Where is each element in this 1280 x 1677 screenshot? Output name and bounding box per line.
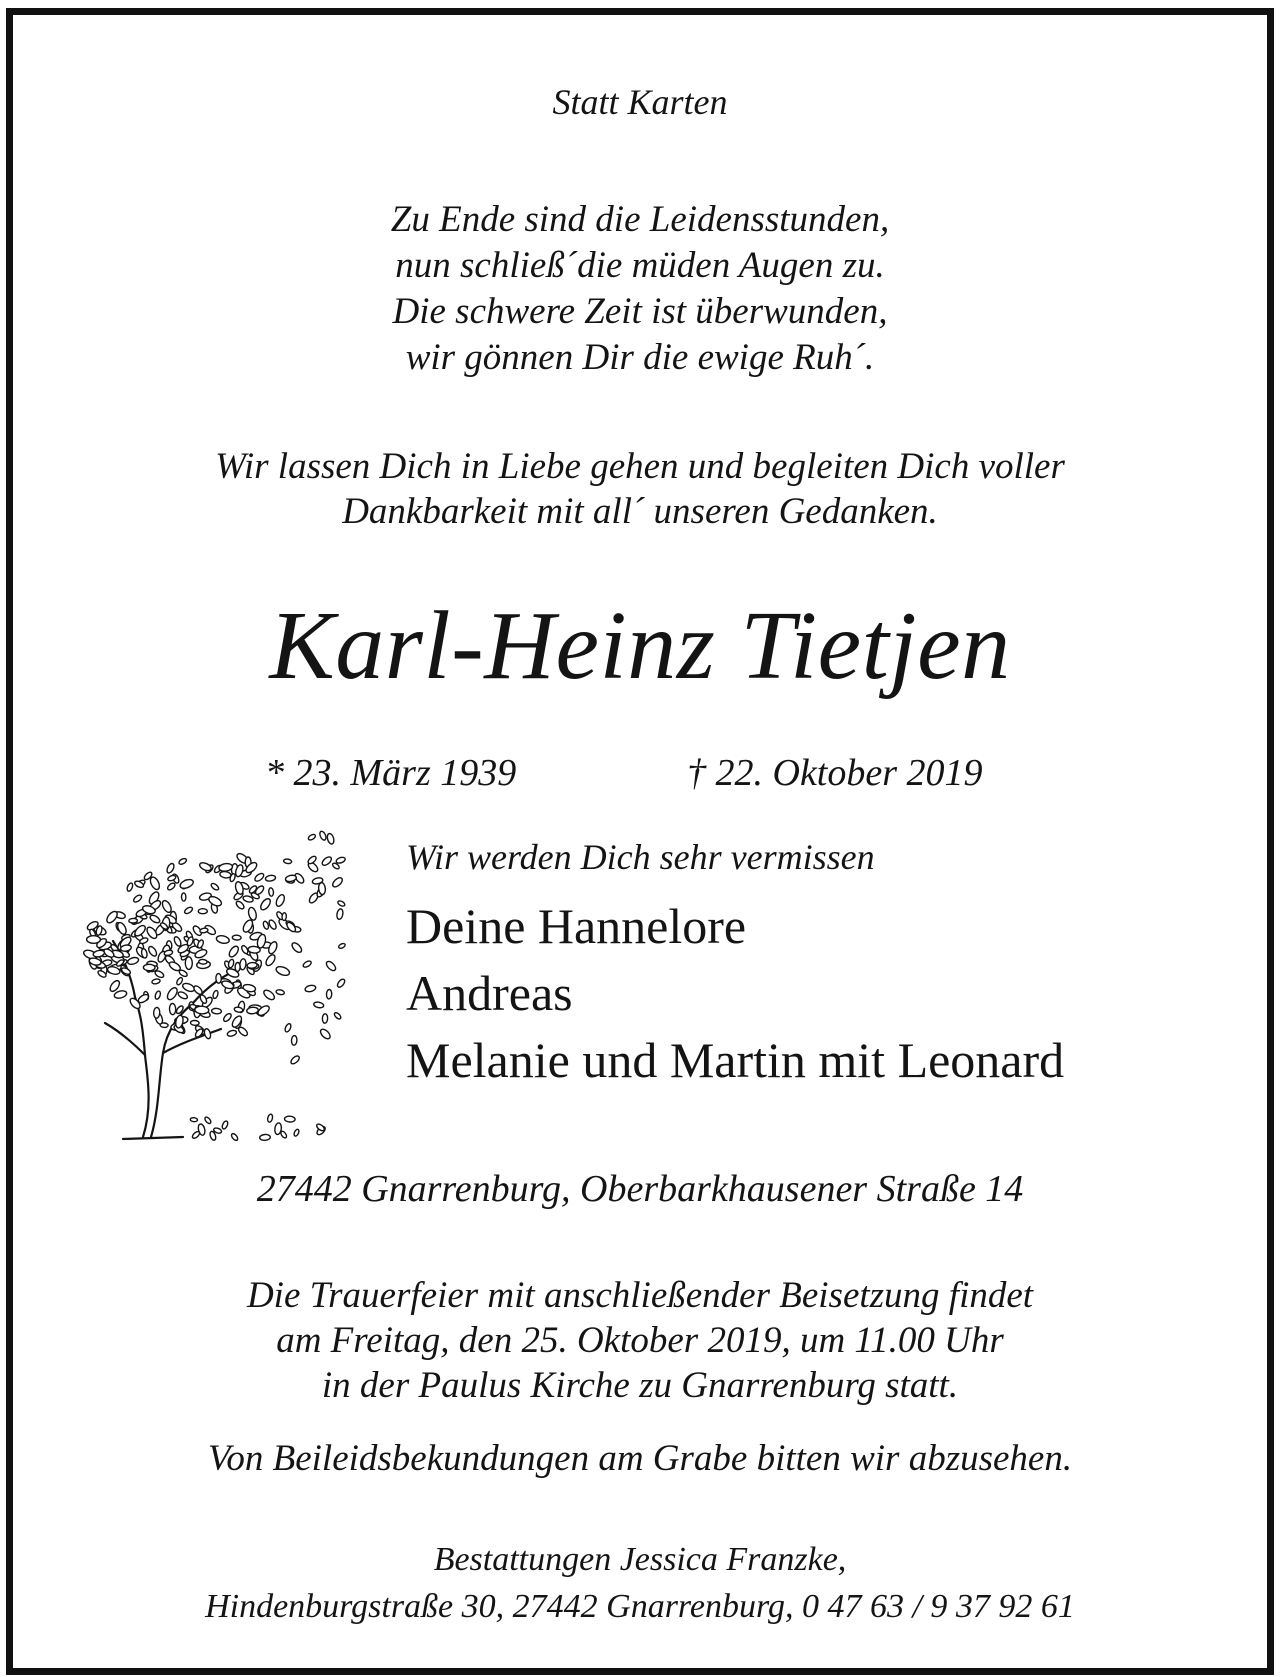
- poem-line: nun schließ´die müden Augen zu.: [395, 245, 885, 286]
- ceremony-line: in der Paulus Kirche zu Gnarrenburg statt.: [321, 1365, 959, 1406]
- life-dates: [13, 751, 1267, 799]
- condolence-request: Von Beileidsbekundungen am Grabe bitten wir abzusehen.: [207, 1438, 1073, 1479]
- memorial-poem: [13, 197, 1267, 381]
- family-member: Andreas: [406, 965, 573, 1021]
- miss-line: Wir werden Dich sehr vermissen: [406, 837, 875, 877]
- family-member: Melanie und Martin mit Leonard: [406, 1032, 1065, 1088]
- undertaker-line: Hindenburgstraße 30, 27442 Gnarrenburg, 0 47 63 / 9 37 92 61: [205, 1588, 1075, 1625]
- death-date: † 22. Oktober 2019: [687, 752, 983, 794]
- family-address: 27442 Gnarrenburg, Oberbarkhausener Straße 14: [256, 1168, 1024, 1210]
- birth-date: * 23. März 1939: [265, 752, 517, 794]
- poem-line: Zu Ende sind die Leidensstunden,: [390, 199, 890, 240]
- family-member: Deine Hannelore: [406, 898, 747, 954]
- deceased-name: Karl-Heinz Tietjen: [269, 592, 1011, 700]
- ceremony-details: [13, 1273, 1267, 1408]
- ceremony-line: am Freitag, den 25. Oktober 2019, um 11.00 Uhr: [276, 1320, 1004, 1361]
- poem-line: wir gönnen Dir die ewige Ruh´.: [405, 337, 875, 378]
- windblown-tree-icon: [83, 815, 383, 1145]
- ceremony-line: Die Trauerfeier mit anschließender Beisetzung findet: [246, 1275, 1034, 1316]
- farewell-line: Dankbarkeit mit all´ unseren Gedanken.: [342, 491, 938, 532]
- undertaker-info: [13, 1536, 1267, 1630]
- family-names: [406, 893, 1226, 1094]
- undertaker-line: Bestattungen Jessica Franzke,: [433, 1541, 847, 1578]
- header-statt-karten: Statt Karten: [552, 82, 728, 122]
- mourners-block: [406, 835, 1226, 1094]
- obituary-notice: [6, 8, 1274, 1675]
- poem-line: Die schwere Zeit ist überwunden,: [392, 291, 888, 332]
- farewell-line: Wir lassen Dich in Liebe gehen und begleiten Dich voller: [215, 446, 1065, 487]
- farewell-text: [13, 444, 1267, 534]
